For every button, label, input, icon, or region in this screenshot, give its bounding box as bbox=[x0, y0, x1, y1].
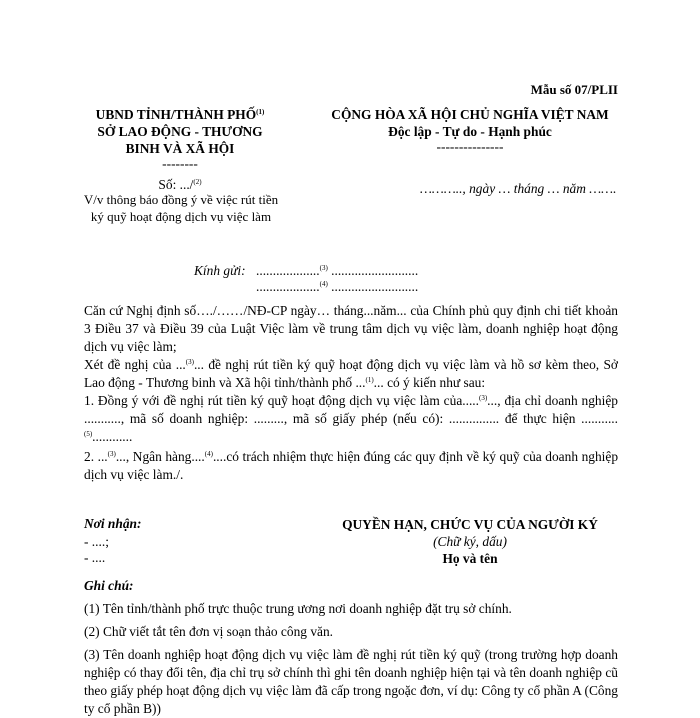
date-line: ……….., ngày … tháng … năm ……. bbox=[420, 181, 617, 196]
national-rule: --------------- bbox=[436, 139, 504, 154]
body-paragraph-3: 1. Đồng ý với đề nghị rút tiền ký quỹ hoạt động dịch vụ việc làm của.....$^{(3)}$..., địa chỉ doanh nghiệp ..........., mã số doanh nghiệp: ........., mã số giấy phép (nếu có): ............... để thực hiện ...........$^{(5)}$............ bbox=[84, 393, 618, 444]
form-code: Mẫu số 07/PLII bbox=[530, 82, 618, 97]
recipient-line1: ...................$^{(3)}$ .......................... bbox=[256, 263, 419, 278]
issuer-line2: SỞ LAO ĐỘNG - THƯƠNG bbox=[97, 124, 263, 139]
national-motto: Độc lập - Tự do - Hạnh phúc bbox=[388, 124, 552, 139]
recipient-line2: ...................$^{(4)}$ .......................... bbox=[256, 279, 419, 294]
document-number: Số: .../$^{(2)}$ bbox=[158, 177, 202, 192]
national-header bbox=[300, 106, 640, 154]
body-paragraph-2: Xét đề nghị của ...$^{(3)}$... đề nghị rút tiền ký quỹ hoạt động dịch vụ việc làm và hồ sơ kèm theo, Sở Lao động - Thương binh và Xã hội tỉnh/thành phố ...$^{(1)}$... có ý kiến như sau: bbox=[84, 357, 618, 390]
national-title: CỘNG HÒA XÃ HỘI CHỦ NGHĨA VIỆT NAM bbox=[331, 107, 609, 122]
body-paragraph-1: Căn cứ Nghị định số…./……/NĐ-CP ngày… tháng...năm... của Chính phủ quy định chi tiết khoản 3 Điều 37 và Điều 39 của Luật Việc làm về trung tâm dịch vụ việc làm, doanh nghiệp hoạt động dịch vụ việc làm; bbox=[84, 303, 618, 354]
recipient-label: Kính gửi: bbox=[194, 263, 246, 278]
subject-line2: ký quỹ hoạt động dịch vụ việc làm bbox=[90, 209, 272, 224]
signature-note: (Chữ ký, dấu) bbox=[433, 534, 507, 549]
issuer-header bbox=[82, 106, 278, 171]
subject-line1: V/v thông báo đồng ý về việc rút tiền bbox=[83, 192, 279, 207]
issuer-line1: UBND TỈNH/THÀNH PHỐ$^{(1)}$ bbox=[95, 107, 265, 122]
recipients-item-2: - .... bbox=[84, 550, 106, 565]
document-subject bbox=[70, 191, 292, 225]
signature-block bbox=[300, 516, 640, 567]
body-paragraph-4: 2. ...$^{(3)}$..., Ngân hàng....$^{(4)}$....có trách nhiệm thực hiện đúng các quy định về ký quỹ của doanh nghiệp dịch vụ việc làm./. bbox=[84, 449, 619, 482]
note-1: (1) Tên tỉnh/thành phố trực thuộc trung ương nơi doanh nghiệp đặt trụ sở chính. bbox=[84, 601, 512, 616]
notes-label: Ghi chú: bbox=[84, 578, 134, 593]
signer-title: QUYỀN HẠN, CHỨC VỤ CỦA NGƯỜI KÝ bbox=[342, 517, 598, 532]
issuer-line3: BINH VÀ XÃ HỘI bbox=[125, 141, 235, 156]
recipients-label: Nơi nhận: bbox=[84, 516, 142, 531]
note-3: (3) Tên doanh nghiệp hoạt động dịch vụ việc làm đề nghị rút tiền ký quỹ (trong trường hợp doanh nghiệp có thay đổi tên, địa chỉ trụ sở chính thì ghi tên doanh nghiệp hiện tại và tên doanh nghiệp cũ theo giấy phép hoạt động dịch vụ việc làm đã cấp trong ngoặc đơn, ví dụ: Công ty cổ phần A (Công ty cổ phần B)) bbox=[84, 647, 618, 716]
issuer-rule: -------- bbox=[162, 156, 198, 171]
recipients-item-1: - ....; bbox=[84, 534, 109, 549]
note-2: (2) Chữ viết tắt tên đơn vị soạn thảo công văn. bbox=[84, 624, 333, 639]
signer-name: Họ và tên bbox=[442, 551, 498, 566]
